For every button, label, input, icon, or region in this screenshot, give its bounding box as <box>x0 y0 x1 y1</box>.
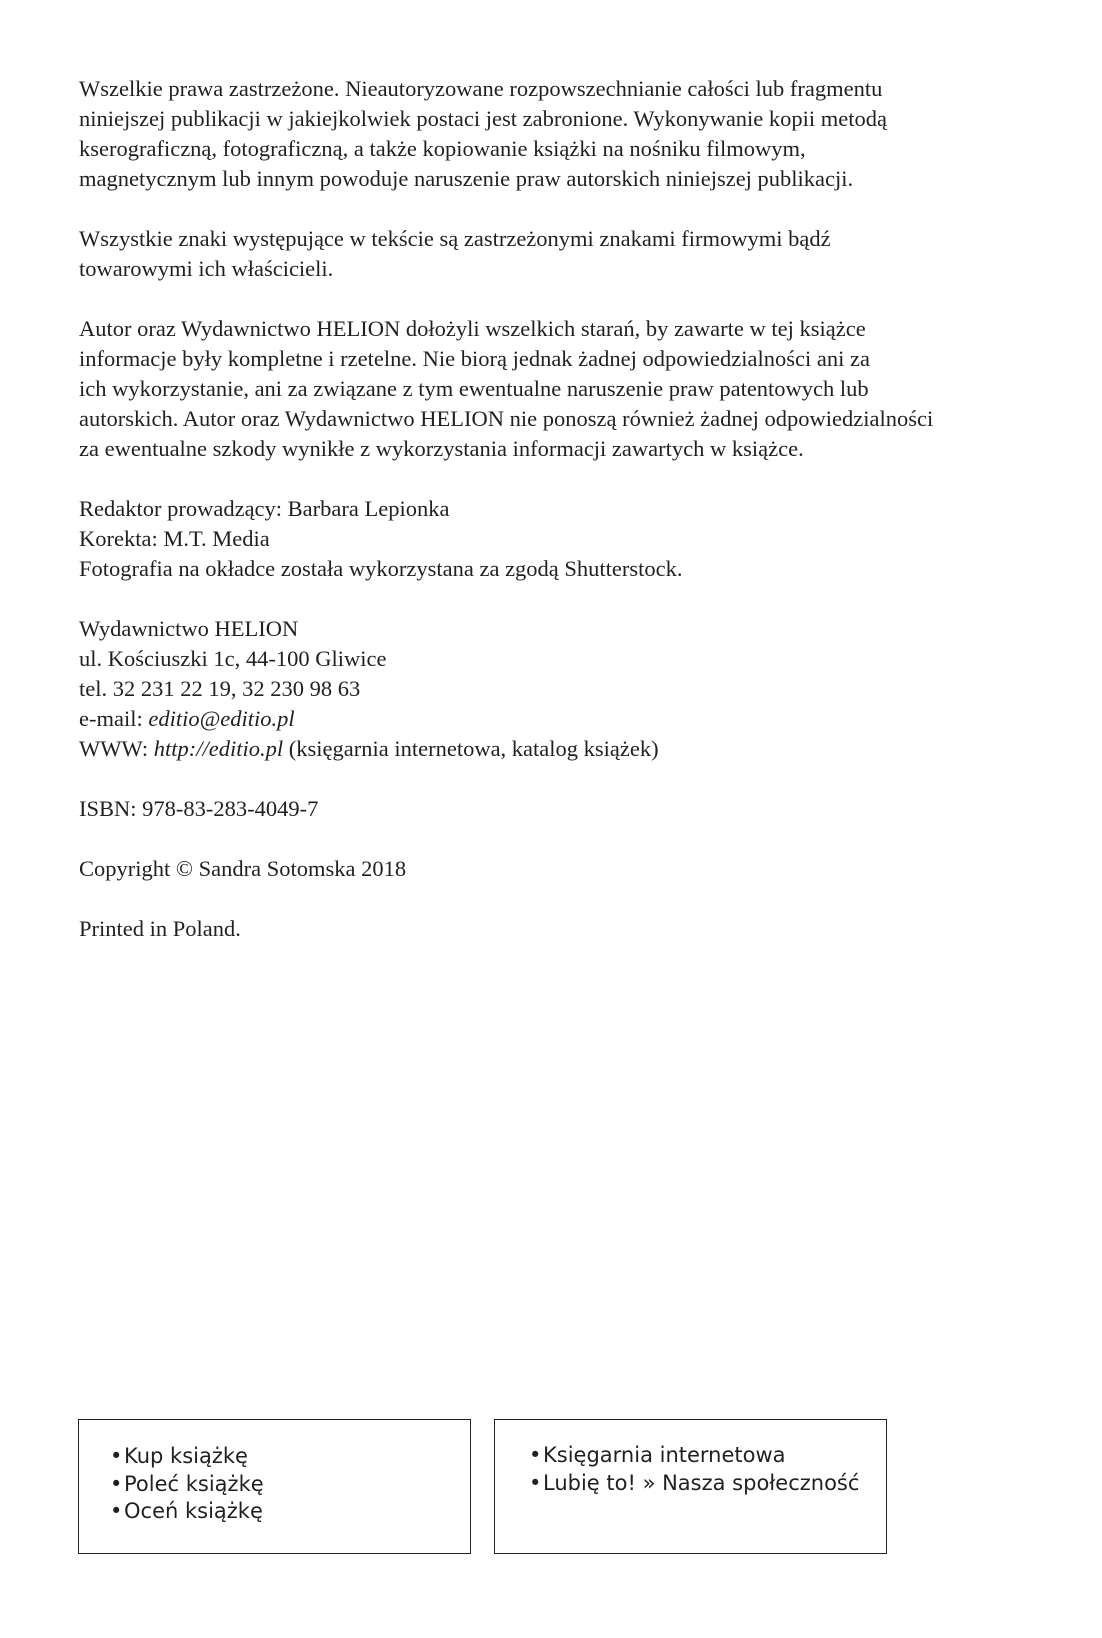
paragraph-line: za ewentualne szkody wynikłe z wykorzystania informacji zawartych w książce. <box>79 436 804 461</box>
www-label: WWW: <box>79 736 154 761</box>
link-label: Poleć książkę <box>124 1471 264 1496</box>
paragraph-line: magnetycznym lub innym powoduje naruszenie praw autorskich niniejszej publikacji. <box>79 166 854 191</box>
community-link[interactable] <box>529 1470 886 1498</box>
disclaimer-paragraph <box>79 314 1024 464</box>
credits-block <box>79 494 1024 584</box>
bullet-icon: • <box>529 1470 542 1495</box>
recommend-book-link[interactable] <box>110 1471 470 1499</box>
publisher-name: Wydawnictwo HELION <box>79 616 299 641</box>
copyright-text-block <box>79 74 1024 974</box>
printed-line: Printed in Poland. <box>79 916 241 941</box>
publisher-www-line <box>79 734 1024 764</box>
paragraph-line: towarowymi ich właścicieli. <box>79 256 334 281</box>
editor-credit: Redaktor prowadzący: Barbara Lepionka <box>79 496 450 521</box>
paragraph-line: Wszystkie znaki występujące w tekście są zastrzeżonymi znakami firmowymi bądź <box>79 226 831 251</box>
isbn-line: ISBN: 978-83-283-4049-7 <box>79 796 319 821</box>
book-actions-list <box>79 1420 470 1526</box>
publisher-links-box <box>494 1419 887 1554</box>
bullet-icon: • <box>110 1471 123 1496</box>
publisher-address: ul. Kościuszki 1c, 44-100 Gliwice <box>79 646 387 671</box>
rate-book-link[interactable] <box>110 1498 470 1526</box>
www-note: (księgarnia internetowa, katalog książek) <box>283 736 659 761</box>
paragraph-line: Wszelkie prawa zastrzeżone. Nieautoryzowane rozpowszechnianie całości lub fragmentu <box>79 76 883 101</box>
cover-photo-credit: Fotografia na okładce została wykorzystana za zgodą Shutterstock. <box>79 556 683 581</box>
paragraph-line: kserograficzną, fotograficzną, a także kopiowanie książki na nośniku filmowym, <box>79 136 806 161</box>
bullet-icon: • <box>529 1443 542 1467</box>
link-label: Oceń książkę <box>124 1499 263 1523</box>
paragraph-line: ich wykorzystanie, ani za związane z tym ewentualne naruszenie praw patentowych lub <box>79 376 869 401</box>
paragraph-line: Autor oraz Wydawnictwo HELION dołożyli wszelkich starań, by zawarte w tej książce <box>79 316 866 341</box>
email-label: e-mail: <box>79 706 149 731</box>
email-link[interactable]: editio@editio.pl <box>148 706 295 731</box>
buy-book-link[interactable] <box>110 1443 470 1471</box>
paragraph-line: niniejszej publikacji w jakiejkolwiek postaci jest zabronione. Wykonywanie kopii metodą <box>79 106 888 131</box>
paragraph-line: autorskich. Autor oraz Wydawnictwo HELION nie ponoszą również żadnej odpowiedzialności <box>79 406 934 431</box>
rights-reserved-paragraph <box>79 74 1024 194</box>
copyright-line: Copyright © Sandra Sotomska 2018 <box>79 856 407 881</box>
trademarks-paragraph <box>79 224 1024 284</box>
link-label: Księgarnia internetowa <box>543 1443 786 1467</box>
publisher-email-line <box>79 704 1024 734</box>
publisher-links-list <box>495 1420 886 1497</box>
online-bookstore-link[interactable] <box>529 1442 886 1470</box>
book-actions-box <box>78 1419 471 1554</box>
website-link[interactable]: http://editio.pl <box>153 736 284 761</box>
proofreading-credit: Korekta: M.T. Media <box>79 526 270 551</box>
paragraph-line: informacje były kompletne i rzetelne. Nie biorą jednak żadnej odpowiedzialności ani za <box>79 346 870 371</box>
link-label: Kup książkę <box>124 1444 248 1468</box>
publisher-phone: tel. 32 231 22 19, 32 230 98 63 <box>79 676 361 701</box>
publisher-block <box>79 614 1024 764</box>
bullet-icon: • <box>110 1444 123 1468</box>
bullet-icon: • <box>110 1499 123 1523</box>
link-label: Lubię to! » Nasza społeczność <box>543 1470 860 1495</box>
